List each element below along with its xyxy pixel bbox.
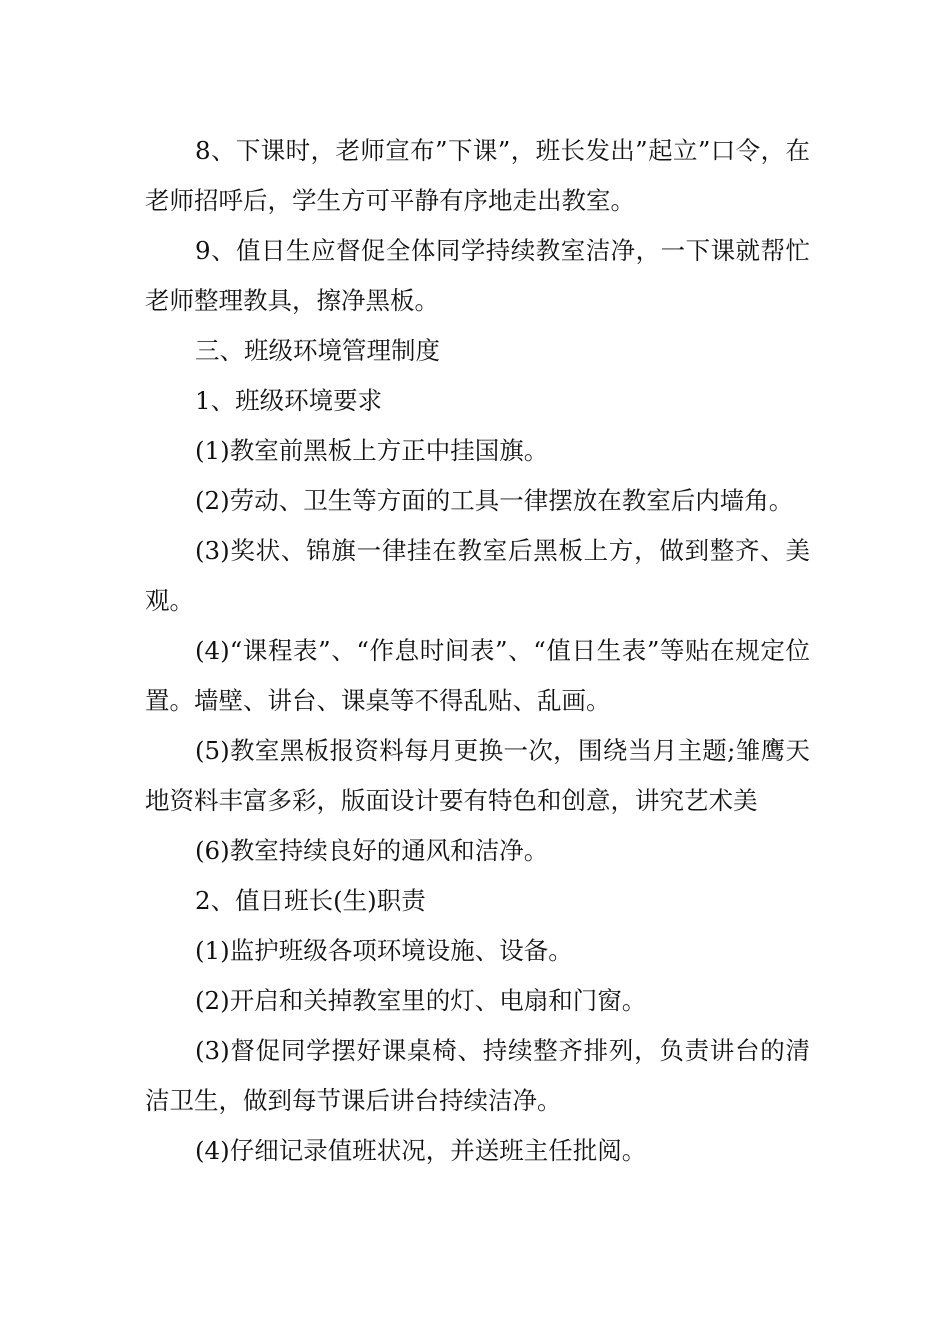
section-heading-environment: 三、班级环境管理制度 — [195, 336, 440, 365]
paragraph-rule-8: 8、下课时，老师宣布”下课”，班长发出”起立”口令，在老师招呼后，学生方可平静有序地走出教室。 — [145, 136, 810, 215]
document-body — [145, 126, 810, 1176]
list-item-2: (2)劳动、卫生等方面的工具一律摆放在教室后内墙角。 — [195, 486, 794, 515]
paragraph-rule-9: 9、值日生应督促全体同学持续教室洁净，一下课就帮忙老师整理教具，擦净黑板。 — [145, 236, 810, 315]
list-item-3: (3)奖状、锦旗一律挂在教室后黑板上方，做到整齐、美观。 — [145, 536, 810, 615]
list-item-6: (6)教室持续良好的通风和洁净。 — [195, 836, 549, 865]
duty-item-1: (1)监护班级各项环境设施、设备。 — [195, 936, 573, 965]
list-item-5: (5)教室黑板报资料每月更换一次，围绕当月主题;雏鹰天地资料丰富多彩，版面设计要有特色和创意，讲究艺术美 — [145, 736, 810, 815]
list-item-1: (1)教室前黑板上方正中挂国旗。 — [195, 436, 549, 465]
duty-item-4: (4)仔细记录值班状况，并送班主任批阅。 — [195, 1136, 647, 1165]
duty-item-3: (3)督促同学摆好课桌椅、持续整齐排列，负责讲台的清洁卫生，做到每节课后讲台持续洁净。 — [145, 1036, 810, 1115]
subsection-heading-duties: 2、值日班长(生)职责 — [195, 886, 426, 915]
duty-item-2: (2)开启和关掉教室里的灯、电扇和门窗。 — [195, 986, 647, 1015]
subsection-heading-requirements: 1、班级环境要求 — [195, 386, 383, 415]
list-item-4: (4)“课程表”、“作息时间表”、“值日生表”等贴在规定位置。墙壁、讲台、课桌等不得乱贴、乱画。 — [145, 636, 810, 715]
